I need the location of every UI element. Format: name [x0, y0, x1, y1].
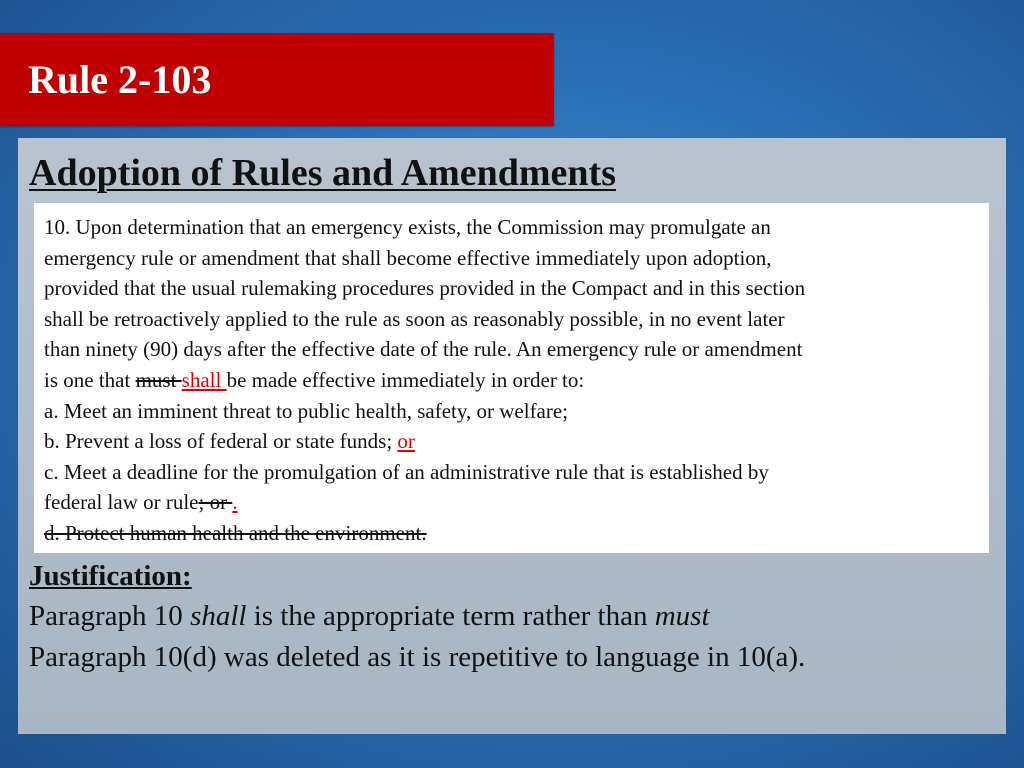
- rule-item-c: c. Meet a deadline for the promulgation of an administrative rule that is established by: [44, 459, 769, 484]
- deleted-text: must: [135, 367, 182, 392]
- term-must: must: [654, 600, 710, 632]
- rule-line: provided that the usual rulemaking procedures provided in the Compact and in this section: [44, 276, 806, 301]
- rule-line: 10. Upon determination that an emergency exists, the Commission may promulgate an: [44, 215, 771, 239]
- text-segment: federal law or rule: [44, 490, 199, 515]
- justification-heading: Justification:: [29, 560, 192, 592]
- inserted-text: or: [397, 429, 415, 454]
- text-segment: is one that: [44, 367, 136, 392]
- slide-title: Rule 2-103: [28, 57, 212, 102]
- rule-item-b: [44, 426, 979, 457]
- text-segment: is the appropriate term rather than: [246, 600, 655, 632]
- rule-line: than ninety (90) days after the effective date of the rule. An emergency rule or amendment: [44, 337, 803, 362]
- inserted-text: .: [232, 490, 238, 515]
- rule-line: emergency rule or amendment that shall become effective immediately upon adoption,: [44, 245, 772, 270]
- rule-item-c-continued: [44, 487, 979, 518]
- text-segment: Paragraph 10: [29, 600, 191, 632]
- rule-item-a: a. Meet an imminent threat to public health, safety, or welfare;: [44, 398, 569, 423]
- rule-line: shall be retroactively applied to the rule as soon as reasonably possible, in no event later: [44, 306, 785, 331]
- term-shall: shall: [190, 600, 247, 632]
- rule-text-box: [34, 203, 989, 553]
- text-segment: be made effective immediately in order to:: [226, 367, 585, 392]
- justification-line-2: Paragraph 10(d) was deleted as it is repetitive to language in 10(a).: [29, 641, 806, 673]
- inserted-text: shall: [181, 367, 227, 392]
- text-segment: b. Prevent a loss of federal or state funds;: [44, 429, 398, 454]
- section-heading: Adoption of Rules and Amendments: [29, 152, 616, 194]
- rule-line-amended: [44, 365, 979, 396]
- deleted-text: ; or: [198, 490, 233, 515]
- rule-item-d-deleted: d. Protect human health and the environment.: [44, 520, 427, 545]
- justification-line-1: [29, 597, 710, 635]
